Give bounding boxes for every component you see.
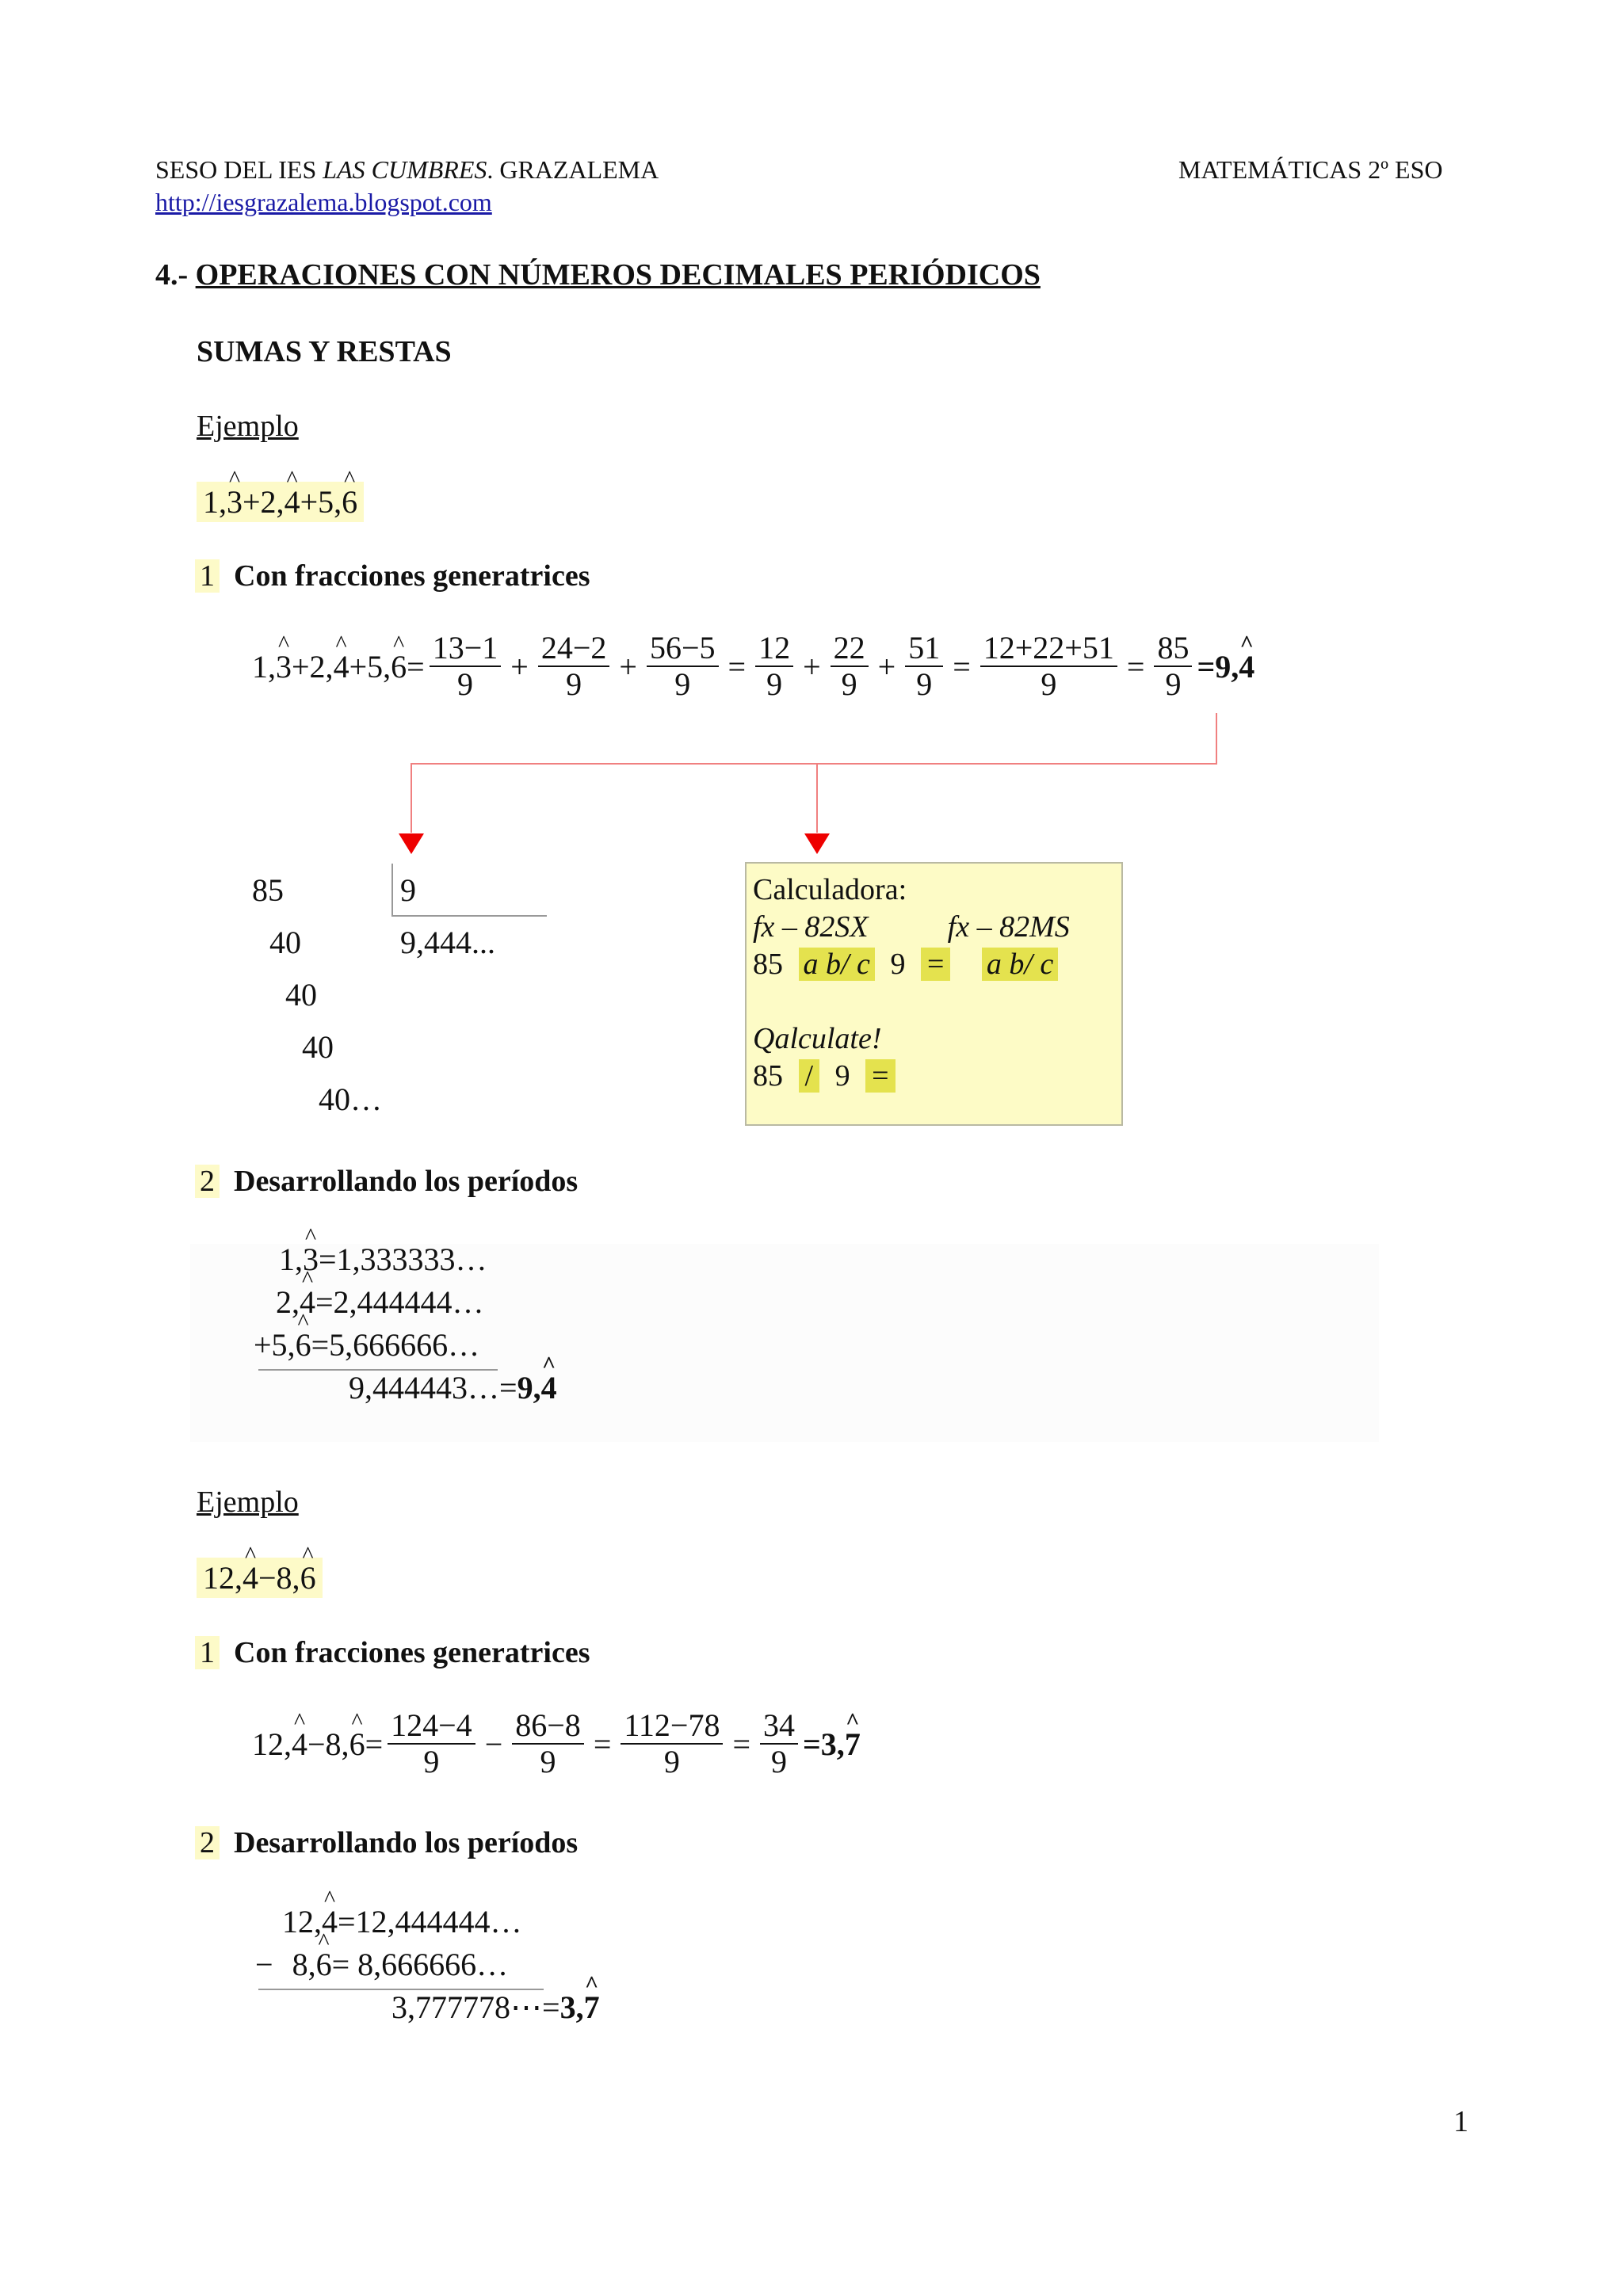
division-remainder: 40… (319, 1081, 382, 1117)
division-divisor: 9 (400, 872, 416, 908)
method-number: 1 (195, 559, 220, 593)
connector-line (816, 763, 818, 833)
numerator: 51 (905, 631, 943, 667)
fraction (512, 1708, 584, 1779)
period-digit: ^ 4 (292, 1726, 307, 1763)
division-remainder: 40 (269, 925, 301, 960)
period-row: 1,^ 3=1,333333… (279, 1241, 487, 1278)
fraction (647, 631, 719, 702)
numerator: 124−4 (388, 1708, 475, 1745)
period-row: − 8,^ 6= 8,666666… (255, 1946, 508, 1983)
lhs-part: 1, (252, 648, 276, 685)
period-digit: ^ 3 (276, 648, 292, 685)
subsection-title: SUMAS Y RESTAS (197, 335, 452, 368)
divide-key: / (799, 1059, 820, 1093)
division-bracket (391, 864, 393, 916)
period-total: 9,444443…=9,^ 4 (349, 1369, 557, 1406)
denominator: 9 (663, 1744, 680, 1779)
numerator: 86−8 (512, 1708, 584, 1745)
period-digit: ^ 6 (349, 1726, 365, 1763)
expr-part: +2, (242, 484, 285, 520)
connector-line (411, 763, 412, 833)
connector-line (411, 763, 1217, 765)
header-right: MATEMÁTICAS 2º ESO (1178, 155, 1443, 184)
method-1-heading (195, 559, 590, 593)
denominator: 9 (1165, 666, 1182, 702)
period-row: +5,^ 6=5,666666… (254, 1326, 479, 1363)
method-2-heading (195, 1164, 578, 1199)
method-number: 2 (195, 1165, 220, 1198)
header-school-italic: LAS CUMBRES (323, 155, 487, 184)
numerator: 22 (831, 631, 869, 667)
division-remainder: 40 (285, 977, 317, 1013)
period-digit: ^ 6 (300, 1559, 316, 1596)
period-digit: ^ 4 (242, 1559, 258, 1596)
denominator: 9 (456, 666, 473, 702)
denominator: 9 (540, 1744, 556, 1779)
method-title: Con fracciones generatrices (234, 1636, 590, 1669)
fraction (755, 631, 793, 702)
numerator: 85 (1154, 631, 1192, 667)
division-bracket (391, 915, 547, 917)
key-sequence-number: 9 (834, 1059, 850, 1093)
fraction-key: a b/ c (799, 948, 875, 981)
method-title: Desarrollando los períodos (234, 1165, 579, 1198)
lhs-part: +5, (349, 648, 391, 685)
result-period: ^ 4 (1239, 648, 1254, 685)
equals-key: = (921, 948, 950, 981)
numerator: 13−1 (430, 631, 502, 667)
denominator: 9 (841, 666, 857, 702)
fraction (760, 1708, 798, 1779)
key-sequence-number: 9 (890, 948, 906, 981)
method-number: 1 (195, 1636, 220, 1669)
blog-link[interactable]: http://iesgrazalema.blogspot.com (155, 188, 492, 216)
denominator: 9 (1041, 666, 1057, 702)
method-1-heading (195, 1635, 590, 1670)
section-title (155, 257, 1041, 292)
calculator-note (745, 862, 1123, 1126)
numerator: 12+22+51 (980, 631, 1117, 667)
section-heading: OPERACIONES CON NÚMEROS DECIMALES PERIÓDICOS (195, 258, 1041, 292)
period-digit: ^ 6 (391, 648, 407, 685)
period-digit: ^ 4 (300, 1283, 315, 1321)
result: 3, (559, 1989, 584, 2025)
result: =9, (1197, 648, 1239, 685)
fraction (538, 631, 610, 702)
result-period: ^ 4 (541, 1369, 557, 1406)
period-row: 2,^ 4=2,444444… (276, 1283, 484, 1321)
key-sequence-number: 85 (753, 1059, 783, 1093)
section-number: 4.- (155, 258, 196, 292)
period-digit: ^ 6 (342, 483, 357, 521)
period-total: 3,777778⋯=3,^ 7 (391, 1989, 600, 2026)
period-digit: ^ 4 (322, 1903, 338, 1940)
numerator: 34 (760, 1708, 798, 1745)
period-row: 12,^ 4=12,444444… (282, 1903, 522, 1940)
example-label-1: Ejemplo (197, 410, 299, 443)
numerator: 112−78 (621, 1708, 723, 1745)
denominator: 9 (766, 666, 783, 702)
calculator-model: fx – 82SX (753, 910, 869, 944)
period-digit: ^ 6 (316, 1946, 332, 1983)
period-digit: ^ 3 (227, 483, 242, 521)
denominator: 9 (916, 666, 933, 702)
expr-part: +5, (300, 484, 342, 520)
period-digit: ^ 3 (303, 1241, 319, 1278)
division-quotient: 9,444... (400, 925, 495, 960)
denominator: 9 (423, 1744, 440, 1779)
example-2-fraction-equation: 12, ^ 4 −8, ^ 6 = $\frac{124-4}{9}$ − $\frac{86-8}{9}$ = $\frac{112-78}{9}$ = $\frac{34}{9}$ =3, ^ 7 (252, 1708, 861, 1779)
key-sequence-number: 85 (753, 948, 783, 981)
denominator: 9 (771, 1744, 788, 1779)
denominator: 9 (566, 666, 582, 702)
expr-part: 1, (203, 484, 227, 520)
numerator: 12 (755, 631, 793, 667)
method-2-heading (195, 1825, 578, 1860)
arrow-down-icon (399, 833, 424, 854)
fraction (388, 1708, 475, 1779)
equals-sign: = (407, 648, 425, 685)
fraction (980, 631, 1117, 702)
fraction (831, 631, 869, 702)
period-digit: ^ 4 (285, 483, 300, 521)
fraction (1154, 631, 1192, 702)
numerator: 24−2 (538, 631, 610, 667)
example-1-fraction-equation: 1, ^ 3 +2, ^ 4 +5, ^ 6 = $\frac{13-1}{9}$ + $\frac{24-2}{9}$ + $\frac{56-5}{9}$ = $\frac{12}{9}$ + $\frac{22}{9}$ + $\frac{51}{9}$ = $\frac{12+22+51}{9}$ = $\frac{85}{9}$ =9, ^ 4 (252, 631, 1254, 702)
fraction (430, 631, 502, 702)
equals-sign: = (365, 1726, 384, 1762)
fraction (905, 631, 943, 702)
numerator: 56−5 (647, 631, 719, 667)
method-number: 2 (195, 1826, 220, 1859)
division-remainder: 40 (302, 1029, 334, 1065)
calculator-model: fx – 82MS (947, 910, 1070, 944)
header-school: SESO DEL IES (155, 155, 323, 184)
header-town: . GRAZALEMA (487, 155, 659, 184)
period-digit: ^ 4 (334, 648, 349, 685)
calculator-title: Calculadora: (753, 873, 907, 906)
method-title: Desarrollando los períodos (234, 1826, 579, 1859)
example-1-expression (197, 482, 364, 522)
division-dividend: 85 (252, 872, 284, 908)
example-2-expression: 12,^ 4−8,^ 6 (197, 1558, 323, 1598)
example-label-2: Ejemplo (197, 1486, 299, 1519)
fraction-key: a b/ c (982, 948, 1058, 981)
period-digit: ^ 6 (296, 1326, 311, 1363)
result-period: ^ 7 (584, 1989, 600, 2026)
lhs-part: +2, (292, 648, 334, 685)
page-number: 1 (1453, 2105, 1468, 2138)
fraction (621, 1708, 723, 1779)
result-period: ^ 7 (845, 1726, 861, 1763)
result: 9, (517, 1370, 541, 1405)
calculator-app: Qalculate! (753, 1022, 882, 1055)
result: =3, (803, 1726, 845, 1762)
denominator: 9 (674, 666, 691, 702)
connector-line (1216, 713, 1217, 764)
method-title: Con fracciones generatrices (234, 559, 590, 593)
header-left (155, 155, 659, 185)
equals-key: = (865, 1059, 895, 1093)
arrow-down-icon (804, 833, 830, 854)
